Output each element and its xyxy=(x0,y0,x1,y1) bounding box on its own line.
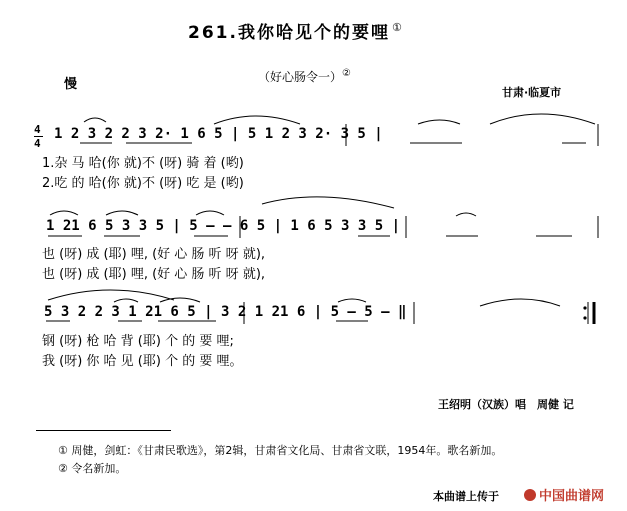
title-text: 我你哈见个的要哩 xyxy=(237,23,390,43)
slur xyxy=(418,120,460,124)
slur xyxy=(214,116,300,124)
site-logo[interactable] xyxy=(524,485,604,504)
slur xyxy=(50,211,78,215)
region-label: 甘肃·临夏市 xyxy=(502,86,562,99)
title-number: 261. xyxy=(188,23,238,43)
logo-text: 中国曲谱网 xyxy=(539,489,605,504)
slur xyxy=(262,197,394,208)
system2-lyrics-verse1: 也 (呀) 成 (耶) 哩, (好 心 肠 听 呀 就), xyxy=(42,247,266,262)
subtitle-text: （好心肠令一） xyxy=(258,70,343,84)
logo-icon xyxy=(524,489,536,501)
system1-lyrics-verse1: 1.杂 马 哈(你 就)不 (呀) 骑 着 (哟) xyxy=(42,156,244,171)
performer-credit: 王绍明（汉族）唱 周健 记 xyxy=(438,398,574,411)
slur xyxy=(84,118,106,122)
slur xyxy=(114,299,138,302)
system3-notes: 5 3 2 2 3 1 21 6 5 | 3 2 1 21 6 | 5 — 5 — ‖ xyxy=(44,304,407,320)
slur xyxy=(106,211,138,215)
slur xyxy=(490,114,595,124)
system1-notes: 1 2 3 2 2 3 2· 1 6 5 | 5 1 2 3 2· 3 5 | xyxy=(54,126,383,142)
system3-lyrics-verse1: 钢 (呀) 枪 哈 背 (耶) 个 的 要 哩; xyxy=(42,334,234,349)
slur xyxy=(196,211,224,215)
slur xyxy=(456,213,476,216)
slur xyxy=(48,290,174,300)
system3-lyrics-verse2: 我 (呀) 你 哈 见 (耶) 个 的 要 哩。 xyxy=(42,354,243,369)
system2-notes: 1 21 6 5 3 3 5 | 5 — — 6 5 | 1 6 5 3 3 5 | xyxy=(46,218,401,234)
tempo-marking: 慢 xyxy=(64,77,78,92)
time-signature-bottom: 4 xyxy=(34,137,41,150)
system2-lyrics-verse2: 也 (呀) 成 (耶) 哩, (好 心 肠 听 呀 就), xyxy=(42,267,266,282)
upload-attribution: 本曲谱上传于 xyxy=(433,490,499,503)
repeat-dot xyxy=(583,316,586,319)
slur xyxy=(338,299,366,302)
title-footnote-mark: ① xyxy=(391,21,404,35)
repeat-dot xyxy=(583,306,586,309)
footnote-divider xyxy=(36,430,171,431)
subtitle-footnote-mark: ② xyxy=(342,68,351,79)
time-signature-top: 4 xyxy=(34,123,41,136)
slur xyxy=(160,298,200,302)
system1-lyrics-verse2: 2.吃 的 哈(你 就)不 (呀) 吃 是 (哟) xyxy=(42,176,244,191)
footnote-2: ② 令名新加。 xyxy=(58,462,127,475)
footnote-1: ① 周健，剑虹：《甘肃民歌选》，第2辑，甘肃省文化局、甘肃省文联，1954年。歌名新加。 xyxy=(58,444,503,457)
slur xyxy=(480,299,560,306)
